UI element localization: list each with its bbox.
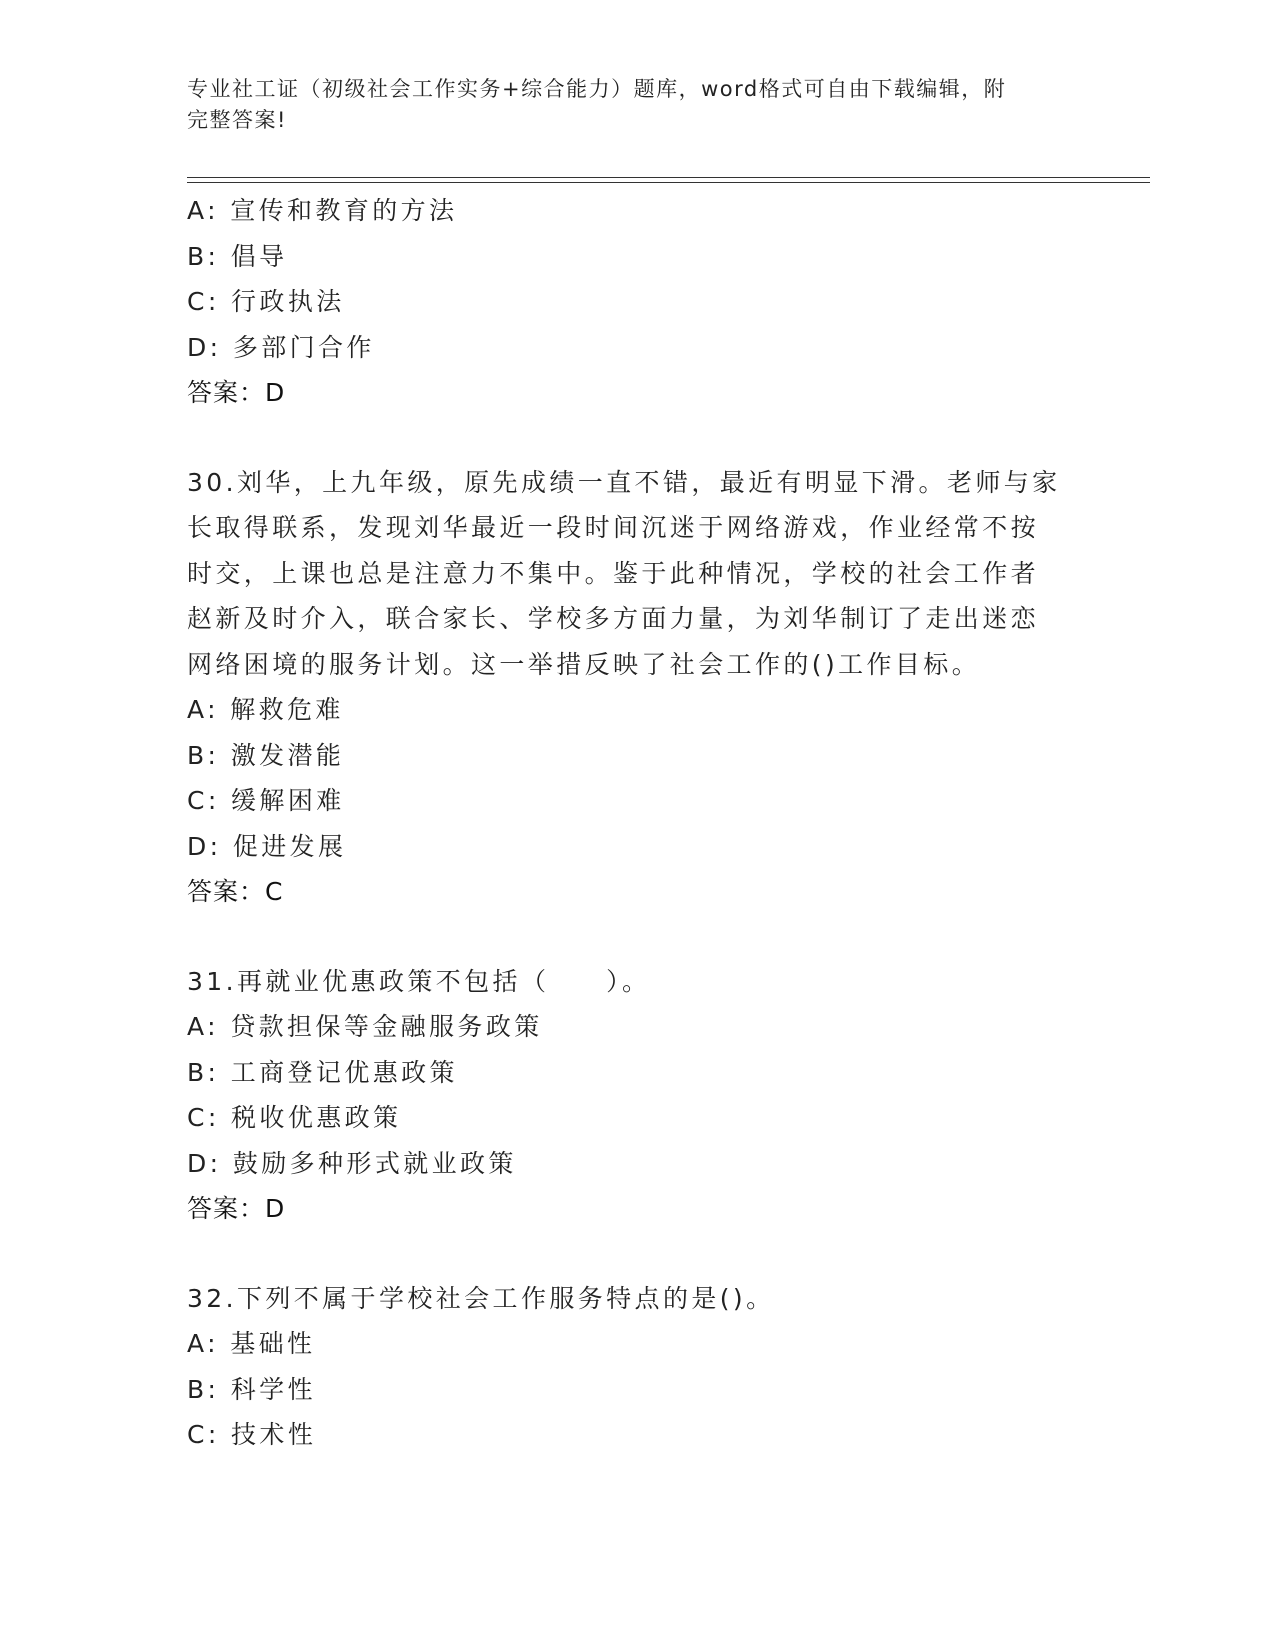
option-d: D: 多部门合作 xyxy=(187,332,375,362)
option-c: C: 税收优惠政策 xyxy=(187,1103,402,1132)
stem-line: 赵新及时介入，联合家长、学校多方面力量，为刘华制订了走出迷恋 xyxy=(187,604,1040,633)
question-31 xyxy=(187,959,1087,1232)
answer-text: 答案：D xyxy=(187,1194,286,1223)
option-a: A: 宣传和教育的方法 xyxy=(187,196,458,225)
stem-line: 时交，上课也总是注意力不集中。鉴于此种情况，学校的社会工作者 xyxy=(187,558,1040,588)
answer-text: 答案：C xyxy=(187,877,284,906)
option-d: D: 鼓励多种形式就业政策 xyxy=(187,1148,517,1178)
header-divider-top xyxy=(187,177,1150,178)
question-stem xyxy=(187,1276,1087,1322)
option-a: A: 贷款担保等金融服务政策 xyxy=(187,1012,543,1041)
option-b: B: 激发潜能 xyxy=(187,740,345,770)
option-d: D: 促进发展 xyxy=(187,831,347,861)
header-line-1: 专业社工证（初级社会工作实务+综合能力）题库，word格式可自由下载编辑，附 xyxy=(187,77,1007,101)
stem-line: 30.刘华，上九年级，原先成绩一直不错，最近有明显下滑。老师与家 xyxy=(187,467,1061,497)
option-a: A: 基础性 xyxy=(187,1329,316,1358)
option-a: A: 解救危难 xyxy=(187,695,344,724)
stem-line: 网络困境的服务计划。这一举措反映了社会工作的()工作目标。 xyxy=(187,649,981,679)
question-29-tail xyxy=(187,188,1087,416)
question-content xyxy=(187,188,1087,1458)
stem-line: 长取得联系，发现刘华最近一段时间沉迷于网络游戏，作业经常不按 xyxy=(187,513,1040,542)
stem-line: 32.下列不属于学校社会工作服务特点的是()。 xyxy=(187,1283,775,1313)
stem-line: 31.再就业优惠政策不包括（ ）。 xyxy=(187,966,651,996)
option-b: B: 倡导 xyxy=(187,241,288,271)
option-c: C: 缓解困难 xyxy=(187,786,345,815)
question-stem xyxy=(187,460,1087,688)
option-b: B: 科学性 xyxy=(187,1374,316,1404)
option-b: B: 工商登记优惠政策 xyxy=(187,1057,458,1087)
question-stem xyxy=(187,959,1087,1005)
option-c: C: 技术性 xyxy=(187,1420,317,1449)
answer-text: 答案：D xyxy=(187,378,286,407)
question-30 xyxy=(187,460,1087,915)
question-32 xyxy=(187,1276,1087,1458)
option-c: C: 行政执法 xyxy=(187,287,345,316)
header-line-2: 完整答案! xyxy=(187,108,287,132)
page-header xyxy=(187,74,1087,136)
header-divider-bottom xyxy=(187,182,1150,183)
